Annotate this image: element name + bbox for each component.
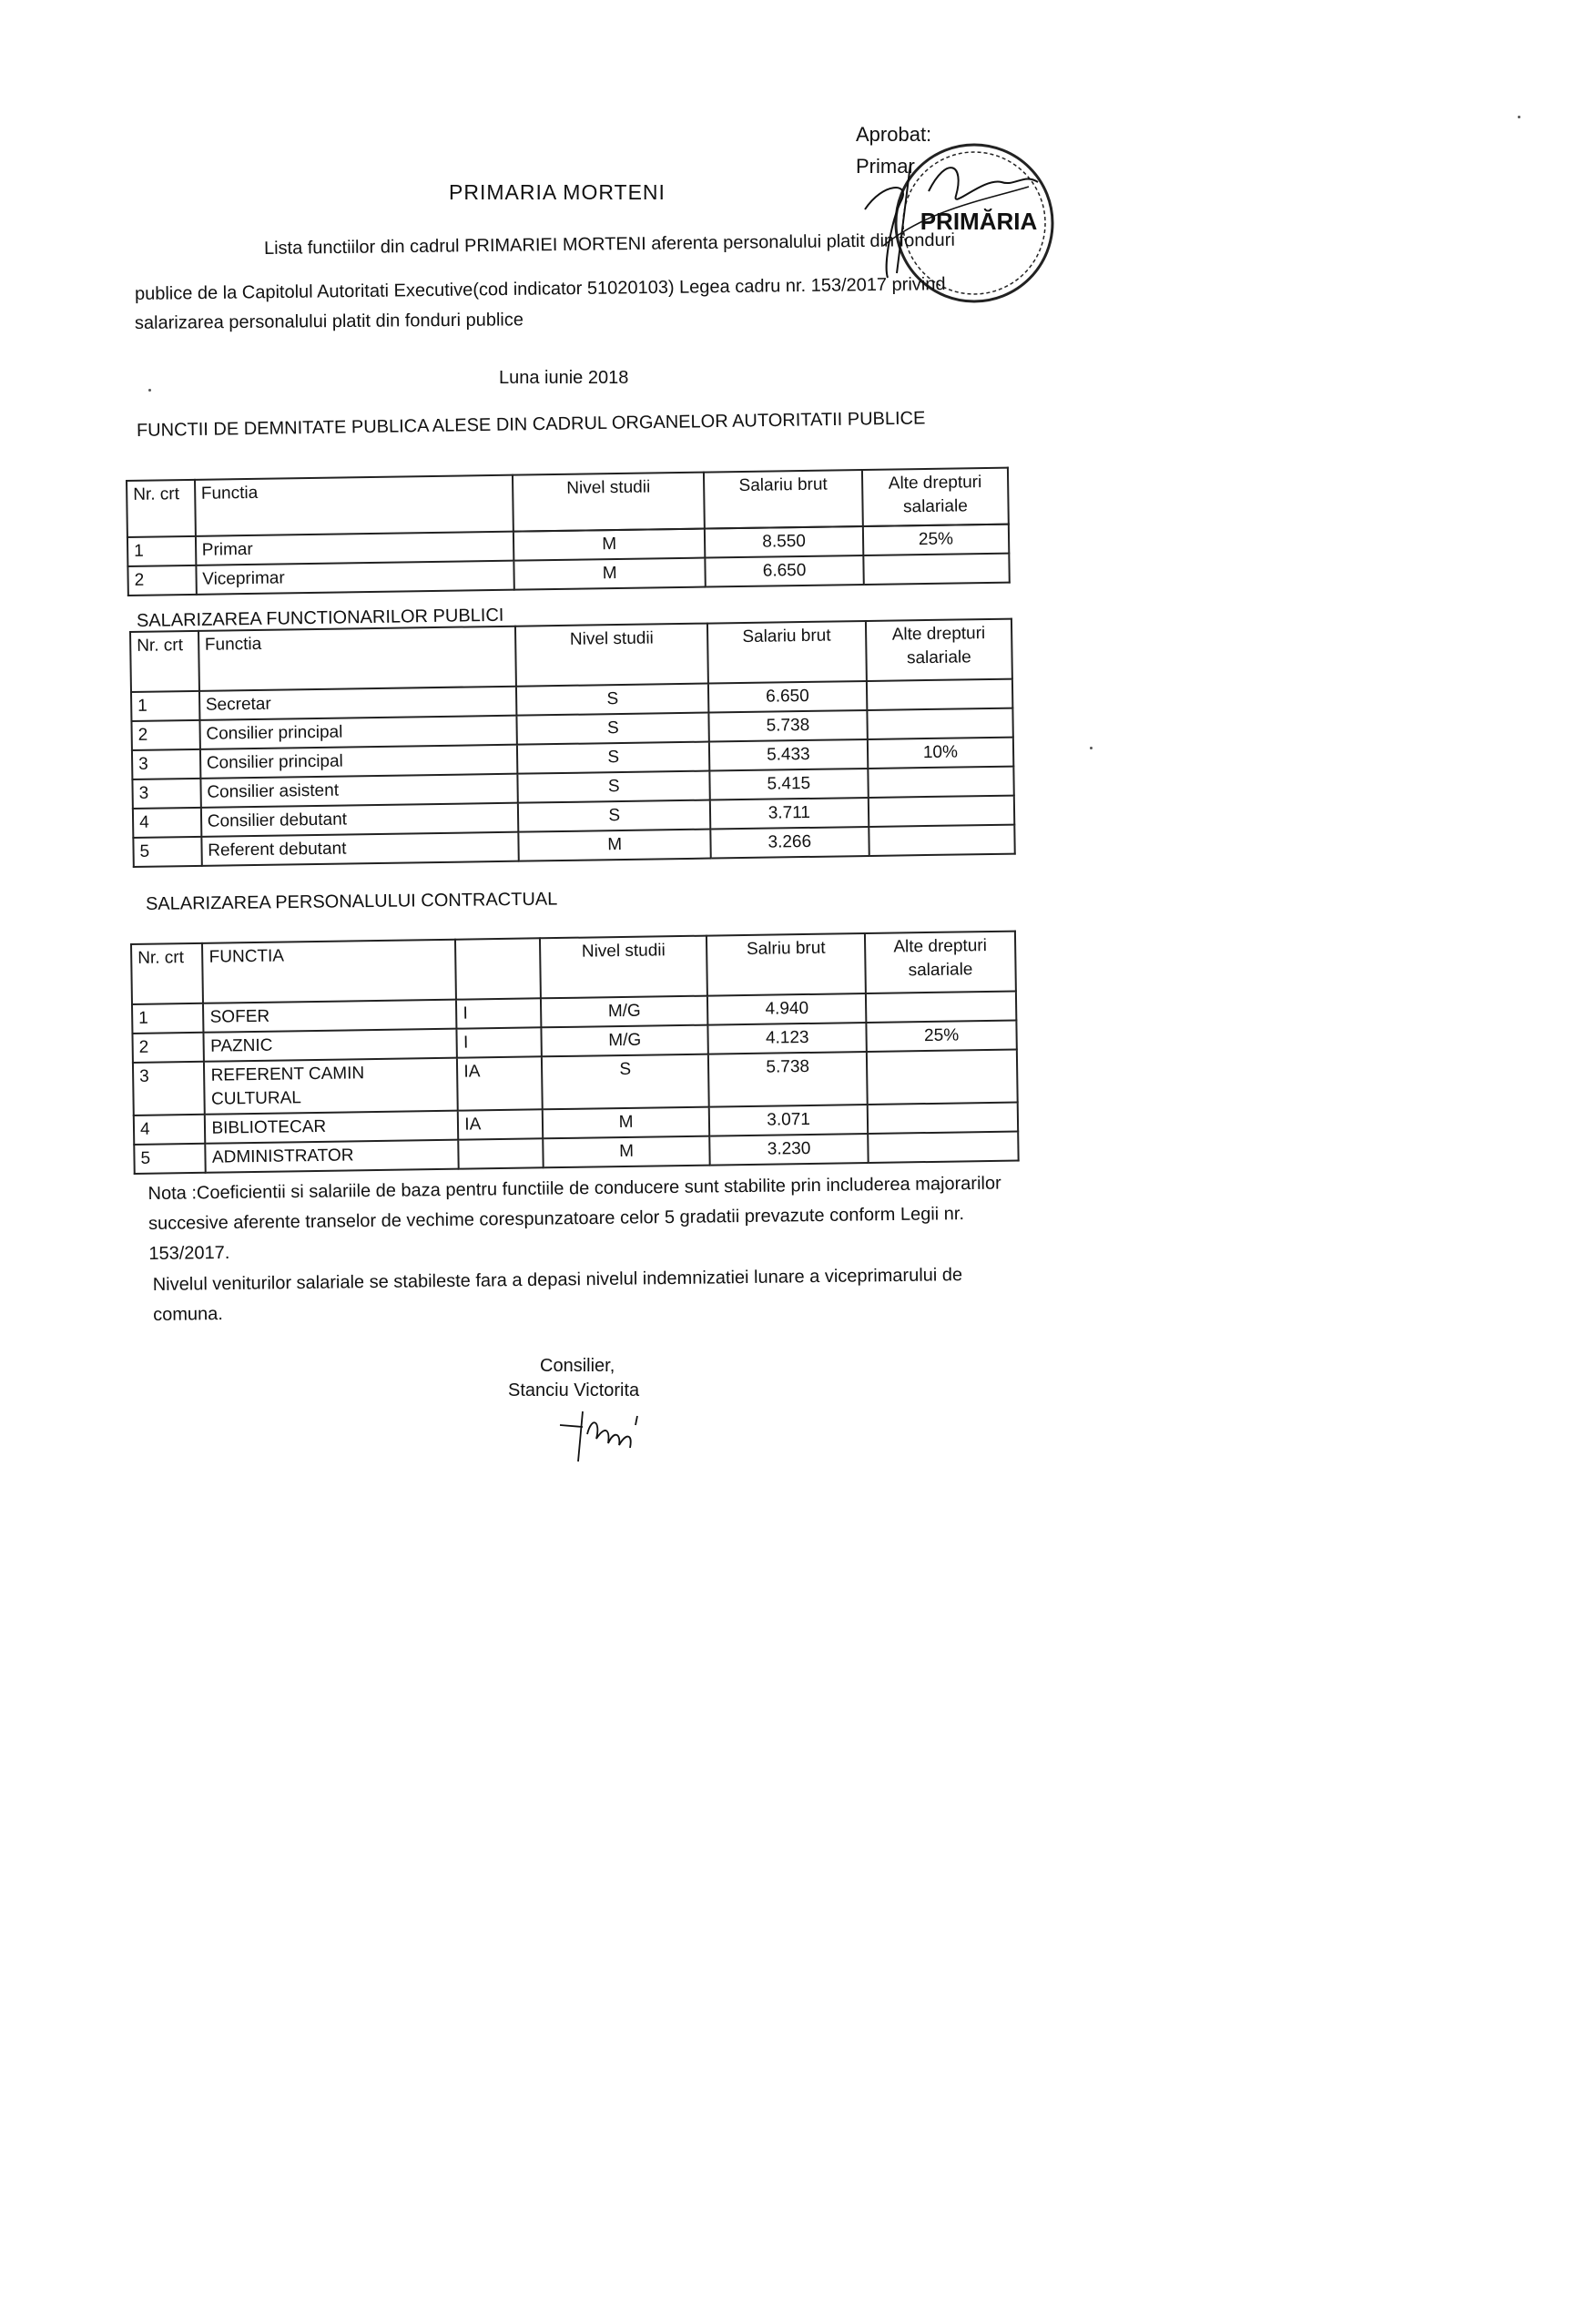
cell-grad [459,1138,544,1168]
cell-nivel: M [543,1107,710,1139]
cell-functia: Consilier principal [199,716,517,749]
cell-nr: 1 [132,1003,204,1034]
cell-nr: 2 [132,1033,204,1063]
cell-alte: 10% [868,738,1014,769]
cell-nr: 5 [133,837,201,867]
stamp-text: PRIMĂRIA [920,208,1038,235]
cell-nivel: S [516,684,708,716]
cell-nivel: S [518,800,710,832]
signatory-role: Consilier, [540,1356,615,1376]
cell-salariu: 6.650 [708,681,867,713]
header-functia: FUNCTIA [202,940,456,1003]
cell-nivel: S [518,771,710,803]
organization-title: PRIMARIA MORTENI [449,180,666,204]
cell-functia: REFERENT CAMIN CULTURAL [204,1058,458,1115]
cell-salariu: 3.711 [710,798,869,830]
cell-salariu: 5.415 [709,769,868,800]
note-paragraph: Nota :Coeficientii si salariile de baza pentru functiile de conducere sunt stabilite prin includerea majorarilor succesive aferente transelor de vechime corespunzatoare celor 5 gradatii prevazute conform Legii nr. 153/2017. [147,1173,1001,1264]
cell-nivel: M/G [541,1025,708,1057]
cell-nivel: S [517,742,709,774]
mayor-signature-icon [847,146,1065,282]
cell-nr: 3 [132,749,200,779]
cell-nr: 1 [127,536,196,566]
cell-grad: I [457,1027,542,1057]
header-alte: Alte drepturi salariale [862,468,1009,526]
approval-role: Primar [856,155,915,178]
intro-line-1: Lista functiilor din cadrul PRIMARIEI MORTENI aferenta personalului platit din fonduri [263,229,955,259]
cell-functia: BIBLIOTECAR [205,1111,458,1144]
cell-salariu: 5.738 [708,710,867,742]
cell-alte [868,767,1014,798]
cell-salariu: 5.433 [709,739,868,771]
cell-grad: IA [458,1109,543,1139]
cell-nr: 3 [133,1062,205,1115]
cell-functia: Consilier debutant [201,803,519,837]
cell-nivel: M [543,1136,710,1168]
header-salariu: Salariu brut [704,470,862,529]
header-salariu: Salariu brut [707,621,867,684]
header-nivel: Nivel studii [540,936,707,999]
cell-nr: 4 [133,808,201,838]
cell-salariu: 3.071 [709,1105,868,1136]
cell-functia: Consilier asistent [200,774,518,808]
intro-line-3: salarizarea personalului platit din fonduri publice [134,310,524,333]
income-limit-paragraph: Nivelul veniturilor salariale se stabileste fara a depasi nivelul indemnizatiei lunare a viceprimarului de comuna. [152,1265,963,1325]
cell-salariu: 4.123 [708,1023,867,1054]
cell-alte [867,708,1013,739]
cell-alte [863,554,1010,585]
cell-nr: 2 [131,720,199,750]
header-salariu: Salriu brut [707,933,866,996]
cell-nr: 5 [134,1144,206,1174]
cell-grad: I [456,998,541,1028]
table2-title: SALARIZAREA FUNCTIONARILOR PUBLICI [136,605,504,631]
cell-nr: 2 [127,565,196,596]
header-nivel: Nivel studii [515,624,707,687]
handwritten-signature-icon [555,1407,656,1466]
cell-alte [867,1050,1018,1105]
header-alte: Alte drepturi salariale [865,932,1016,993]
approval-label: Aprobat: [856,123,932,146]
cell-salariu: 3.230 [709,1134,868,1166]
cell-functia: Primar [196,532,514,565]
cell-nivel: S [517,713,709,745]
cell-nr: 1 [131,691,199,721]
cell-salariu: 5.738 [708,1052,868,1107]
cell-nivel: M [513,529,706,561]
cell-salariu: 8.550 [705,526,863,558]
cell-alte [868,796,1014,827]
header-functia: Functia [198,626,517,691]
cell-nivel: M [513,558,706,590]
table1-title: FUNCTII DE DEMNITATE PUBLICA ALESE DIN CADRUL ORGANELOR AUTORITATII PUBLICE [136,408,926,441]
cell-alte: 25% [866,1021,1016,1052]
cell-alte [868,1103,1018,1134]
cell-alte: 25% [863,524,1010,555]
intro-line-2: publice de la Capitolul Autoritati Executive(cod indicator 51020103) Legea cadru nr. 153/2017 privind [134,274,946,304]
signatory-name: Stanciu Victorita [508,1380,640,1400]
scan-speck [148,389,151,392]
elected-officials-table [126,467,1011,596]
cell-salariu: 4.940 [707,993,866,1025]
header-nivel: Nivel studii [513,473,705,532]
cell-functia: SOFER [203,1000,456,1033]
header-nr: Nr. crt [131,943,203,1004]
cell-alte [869,825,1015,856]
cell-alte [866,992,1016,1023]
contract-staff-table [130,931,1020,1175]
cell-functia: Secretar [199,687,517,720]
cell-salariu: 3.266 [710,827,869,859]
civil-servants-table [129,618,1016,868]
header-alte: Alte drepturi salariale [866,619,1012,681]
cell-salariu: 6.650 [706,555,864,587]
header-grad [455,938,541,999]
cell-alte [867,679,1013,710]
header-functia: Functia [195,475,513,536]
header-nr: Nr. crt [127,480,196,537]
cell-functia: Viceprimar [196,561,514,595]
cell-nivel: M/G [541,996,708,1028]
cell-functia: PAZNIC [204,1029,457,1062]
cell-nivel: M [519,830,711,861]
header-nr: Nr. crt [130,631,199,692]
cell-nr: 3 [132,779,200,809]
scan-speck [1090,747,1093,749]
cell-nr: 4 [134,1115,206,1145]
table3-title: SALARIZAREA PERSONALULUI CONTRACTUAL [145,889,558,914]
cell-functia: ADMINISTRATOR [206,1140,459,1173]
cell-alte [868,1132,1018,1163]
report-period: Luna iunie 2018 [499,368,629,388]
scan-speck [1518,116,1520,118]
cell-functia: Consilier principal [200,745,518,779]
cell-grad: IA [457,1056,543,1110]
cell-functia: Referent debutant [201,832,519,866]
cell-nivel: S [542,1054,709,1110]
